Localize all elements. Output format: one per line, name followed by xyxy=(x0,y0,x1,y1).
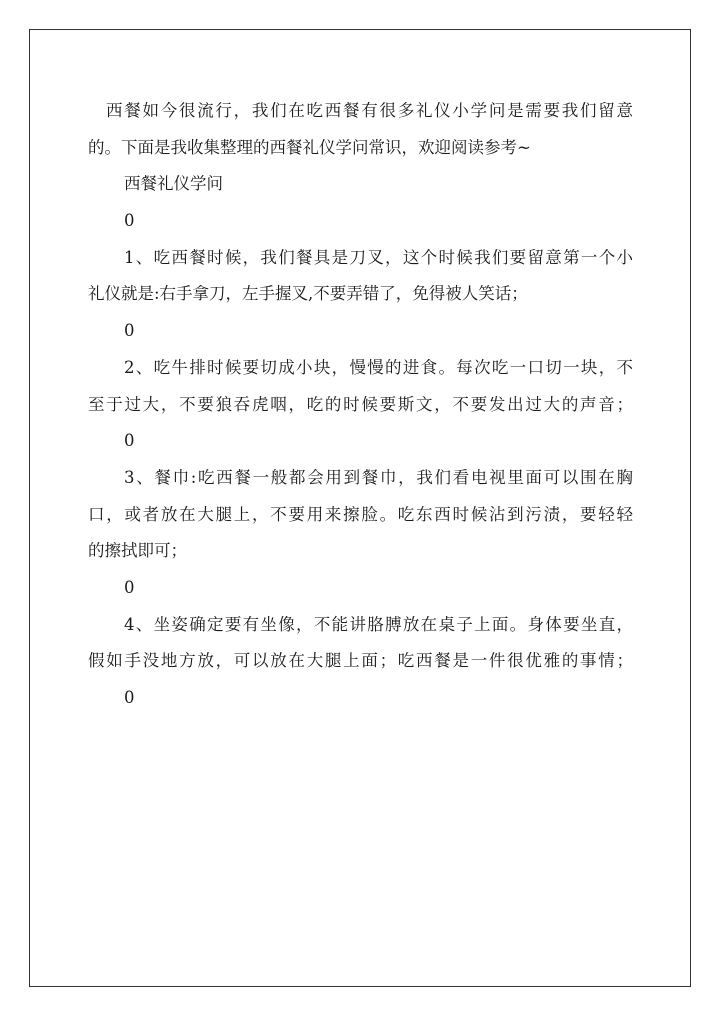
placeholder-zero: 0 xyxy=(124,321,135,341)
document-body xyxy=(88,93,633,717)
item-1-line-2: 礼仪就是:右手拿刀，左手握叉,不要弄错了，免得被人笑话； xyxy=(88,284,528,304)
item-2-line-1: 2、吃牛排时候要切成小块，慢慢的进食。每次吃一口切一块，不 xyxy=(124,357,633,377)
item-3-line-2: 口，或者放在大腿上，不要用来擦脸。吃东西时候沾到污渍，要轻轻 xyxy=(88,504,633,524)
placeholder-zero: 0 xyxy=(124,211,135,231)
intro-line-2: 的。下面是我收集整理的西餐礼仪学问常识，欢迎阅读参考~ xyxy=(88,137,531,157)
item-4-line-1: 4、坐姿确定要有坐像，不能讲胳膊放在桌子上面。身体要坐直， xyxy=(124,614,633,634)
intro-line-1: 西餐如今很流行，我们在吃西餐有很多礼仪小学问是需要我们留意 xyxy=(106,101,633,120)
item-2-line-2: 至于过大，不要狼吞虎咽，吃的时候要斯文，不要发出过大的声音； xyxy=(88,394,633,414)
item-3-line-3: 的擦拭即可； xyxy=(88,541,187,561)
placeholder-zero: 0 xyxy=(124,688,135,707)
item-3-line-1: 3、餐巾:吃西餐一般都会用到餐巾，我们看电视里面可以围在胸 xyxy=(124,467,633,487)
item-1-line-1: 1、吃西餐时候，我们餐具是刀叉，这个时候我们要留意第一个小 xyxy=(124,247,633,267)
placeholder-zero: 0 xyxy=(124,431,135,451)
item-4-line-2: 假如手没地方放，可以放在大腿上面；吃西餐是一件很优雅的事情； xyxy=(88,651,633,671)
section-title: 西餐礼仪学问 xyxy=(124,174,223,194)
placeholder-zero: 0 xyxy=(124,577,135,597)
